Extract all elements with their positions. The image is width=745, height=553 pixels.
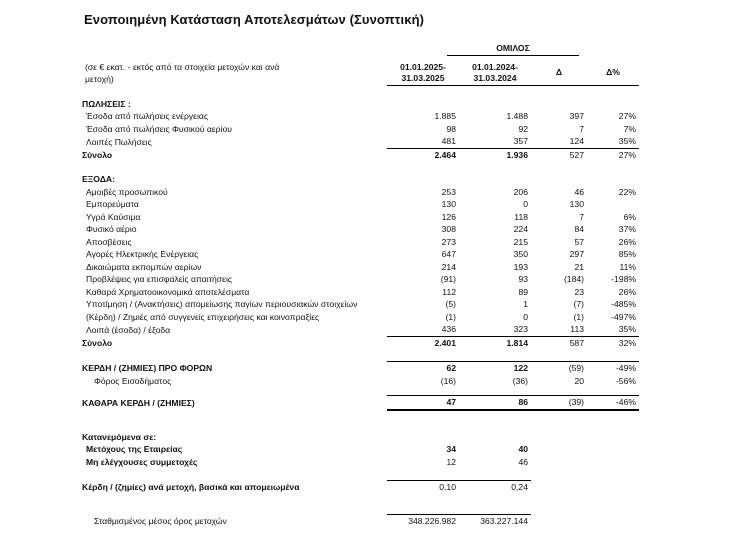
value-delta: 46: [574, 186, 584, 197]
value-2024: 363.227.144: [459, 514, 531, 527]
nci-row: [82, 456, 639, 469]
value-2024: 46: [518, 456, 528, 467]
value-2024: 86: [459, 396, 531, 410]
value-2024: 92: [518, 123, 528, 134]
value-2025: 1.885: [434, 111, 456, 121]
value-pct: 27%: [587, 148, 639, 161]
value-2025: 481: [441, 136, 456, 146]
value-delta: 587: [531, 336, 587, 349]
value-pct: -485%: [611, 299, 636, 309]
value-delta: 23: [574, 286, 584, 297]
table-row: [82, 186, 639, 199]
value-2024: 118: [514, 211, 528, 222]
row-label: Μετόχους της Εταιρείας: [86, 444, 183, 454]
value-2025: 273: [441, 236, 456, 247]
value-pct: 6%: [623, 211, 636, 222]
value-2025: 130: [441, 199, 456, 209]
value-2024: 206: [513, 186, 528, 197]
value-2025: 2.464: [387, 148, 459, 161]
value-2024: 224: [513, 224, 528, 234]
value-pct: -49%: [587, 362, 639, 375]
value-pct: 35%: [618, 324, 636, 334]
row-label: Προβλέψεις για επισφαλείς απαιτήσεις: [86, 274, 232, 284]
value-2024: 193: [513, 261, 528, 272]
table-row: [82, 110, 639, 123]
value-pct: 37%: [618, 224, 636, 234]
sales-heading: ΠΩΛΗΣΕΙΣ :: [82, 98, 131, 109]
value-2025: 253: [441, 186, 456, 197]
value-2024: 1.814: [459, 336, 531, 349]
net-profit-row: [82, 396, 639, 410]
value-delta: (1): [573, 311, 584, 322]
value-delta: 57: [574, 236, 584, 247]
value-2025: 34: [446, 444, 456, 454]
row-label: Λοιπές Πωλήσεις: [86, 136, 152, 147]
value-2024: 93: [518, 274, 528, 284]
expenses-total-row: [82, 336, 639, 349]
row-label: Λοιπά (έσοδα) / έξοδα: [86, 324, 171, 335]
col-2025-line2: 31.03.2025: [401, 73, 445, 83]
value-2024: 1.488: [506, 111, 528, 121]
expenses-heading: ΕΞΟΔΑ:: [82, 174, 115, 184]
value-pct: -56%: [615, 375, 636, 386]
col-pct: Δ%: [587, 56, 639, 86]
value-pct: 22%: [618, 186, 636, 197]
row-label: Καθαρά Χρηματοοικονομικά αποτελέσματα: [86, 286, 250, 297]
row-label: Αγορές Ηλεκτρικής Ενέργειας: [86, 249, 199, 259]
value-delta: 130: [569, 199, 584, 209]
value-delta: (184): [563, 274, 584, 284]
value-2024: 215: [513, 236, 528, 247]
value-2025: 47: [387, 396, 459, 410]
table-row: [82, 236, 639, 249]
col-delta: Δ: [531, 56, 587, 86]
value-2024: (36): [512, 375, 528, 386]
column-header-row: [82, 56, 639, 86]
value-2025: 436: [441, 324, 456, 334]
page-title: Ενοποιημένη Κατάσταση Αποτελεσμάτων (Συνοπτική): [84, 12, 425, 27]
value-delta: 527: [531, 148, 587, 161]
row-label: Έσοδα από πωλήσεις Φυσικού αερίου: [86, 123, 232, 134]
col-2024-line2: 31.03.2024: [473, 73, 517, 83]
value-delta: 7: [579, 123, 584, 134]
value-delta: 7: [579, 211, 584, 222]
value-pct: 26%: [618, 236, 636, 247]
value-delta: 297: [569, 249, 584, 259]
value-2025: 62: [387, 362, 459, 375]
value-2025: 647: [441, 249, 456, 259]
value-pct: 85%: [618, 249, 636, 259]
row-label: (Κέρδη) / Ζημιές από συγγενείς επιχειρήσεις και κοινοπραξίες: [86, 311, 320, 322]
value-pct: -497%: [611, 311, 636, 322]
row-label: Αποσβέσεις: [86, 236, 132, 247]
value-delta: 397: [569, 111, 584, 121]
row-label: ΚΑΘΑΡΑ ΚΕΡΔΗ / (ΖΗΜΙΕΣ): [82, 398, 195, 408]
value-delta: 124: [569, 136, 584, 146]
value-2025: (16): [440, 375, 456, 386]
value-pct: -198%: [611, 274, 636, 284]
owners-row: [82, 443, 639, 456]
value-2024: 0: [523, 311, 528, 322]
tax-row: [82, 375, 639, 388]
value-delta: 21: [574, 261, 584, 272]
table-row: [82, 261, 639, 274]
value-2024: 89: [518, 286, 528, 297]
value-2025: 214: [441, 261, 456, 272]
table-row: [82, 123, 639, 136]
value-2025: 12: [446, 456, 456, 467]
income-statement-table: [82, 42, 639, 527]
value-2024: 323: [513, 324, 528, 334]
value-2024: 0,24: [459, 481, 531, 494]
value-pct: 32%: [587, 336, 639, 349]
value-2024: 350: [513, 249, 528, 259]
value-delta: 84: [574, 224, 584, 234]
table-row: [82, 198, 639, 211]
value-2025: (5): [445, 299, 456, 309]
row-label: Έσοδα από πωλήσεις ενέργειας: [86, 111, 209, 121]
value-2024: 122: [459, 362, 531, 375]
value-2025: 2.401: [387, 336, 459, 349]
row-label: Αμοιβές προσωπικού: [86, 186, 168, 197]
pretax-row: [82, 362, 639, 375]
row-label: Κέρδη / (ζημίες) ανά μετοχή, βασικά και απομειωμένα: [82, 482, 300, 492]
value-2025: 0,10: [387, 481, 459, 494]
row-label: Δικαιώματα εκπομπών αερίων: [86, 261, 202, 272]
value-pct: 7%: [623, 123, 636, 134]
group-header-row: [82, 42, 639, 56]
value-delta: (39): [531, 396, 587, 410]
value-pct: 26%: [618, 286, 636, 297]
eps-row: [82, 481, 639, 494]
row-label: Φόρος Εισοδήματος: [94, 375, 172, 386]
row-label: Σύνολο: [82, 337, 113, 348]
value-pct: 27%: [618, 111, 636, 121]
units-note-line1: (σε € εκατ. - εκτός από τα στοιχεία μετοχών και ανά: [85, 62, 280, 72]
table-row: [82, 211, 639, 224]
expenses-heading-row: [82, 173, 639, 186]
value-pct: 35%: [618, 136, 636, 146]
value-2025: 112: [442, 286, 456, 297]
row-label: Φυσικό αέριο: [86, 224, 137, 234]
value-pct: [587, 198, 639, 211]
table-row: [82, 135, 639, 148]
value-2025: (1): [445, 311, 456, 322]
table-row: [82, 248, 639, 261]
units-note-line2: μετοχή): [85, 73, 114, 84]
table-row: [82, 311, 639, 324]
table-row: [82, 223, 639, 236]
row-label: ΚΕΡΔΗ / (ΖΗΜΙΕΣ) ΠΡΟ ΦΟΡΩΝ: [82, 363, 213, 373]
table-row: [82, 273, 639, 286]
value-delta: 113: [570, 324, 584, 334]
col-2024-line1: 01.01.2024-: [472, 61, 518, 72]
value-delta: (59): [531, 362, 587, 375]
sales-heading-row: [82, 98, 639, 111]
value-2024: 357: [513, 136, 528, 146]
table-row: [82, 286, 639, 299]
row-label: Υγρά Καύσιμα: [86, 211, 141, 222]
group-label: ΟΜΙΛΟΣ: [447, 42, 579, 56]
value-2025: 126: [441, 211, 456, 222]
value-delta: (7): [573, 299, 584, 309]
value-2025: 348.226.982: [387, 514, 459, 527]
shares-row: [82, 514, 639, 527]
value-pct: -46%: [587, 396, 639, 410]
allocation-heading: Κατανεμόμενα σε:: [82, 431, 157, 442]
value-2024: 40: [518, 444, 528, 454]
value-delta: 20: [574, 375, 584, 386]
row-label: Μη ελέγχουσες συμμετοχές: [86, 456, 198, 467]
allocation-heading-row: [82, 431, 639, 444]
row-label: Σύνολο: [82, 149, 113, 160]
value-2025: 308: [441, 224, 456, 234]
table-row: [82, 298, 639, 311]
value-2024: 1: [523, 299, 528, 309]
value-pct: 11%: [619, 261, 636, 272]
table-row: [82, 323, 639, 336]
value-2024: 1.936: [459, 148, 531, 161]
row-label: Σταθμισμένος μέσος όρος μετοχών: [94, 515, 227, 526]
sales-total-row: [82, 148, 639, 161]
row-label: Υποτίμηση / (Ανακτήσεις) απομείωσης παγίων περιουσιακών στοιχείων: [86, 299, 358, 309]
value-2024: 0: [523, 199, 528, 209]
col-2025-line1: 01.01.2025-: [400, 61, 446, 72]
value-2025: (91): [440, 274, 456, 284]
row-label: Εμπορεύματα: [86, 199, 139, 209]
value-2025: 98: [446, 123, 456, 134]
